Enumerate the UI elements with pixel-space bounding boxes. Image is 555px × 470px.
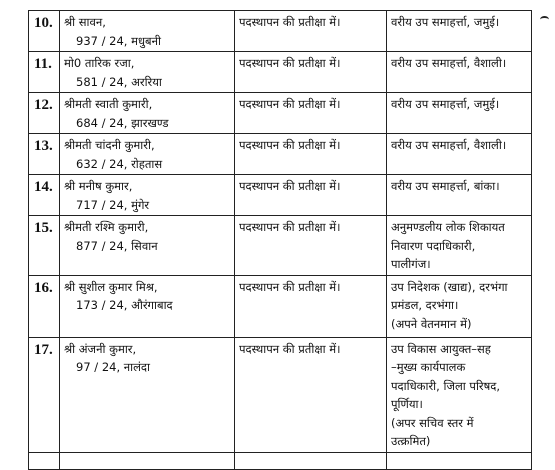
table-row xyxy=(29,216,532,276)
new-posting-cell xyxy=(387,275,532,337)
current-status: पदस्थापन की प्रतीक्षा में। xyxy=(235,52,387,93)
officer-cell xyxy=(60,175,235,216)
posting-line: पूर्णिया। xyxy=(391,397,423,411)
posting-line: वरीय उप समाहर्त्ता, वैशाली। xyxy=(391,138,507,152)
officer-reference: 581 / 24, अररिया xyxy=(76,74,162,89)
serial-number: 13. xyxy=(29,134,60,175)
posting-line: (अपर सचिव स्तर में xyxy=(391,415,474,430)
current-status: पदस्थापन की प्रतीक्षा में। xyxy=(235,275,387,337)
serial-number: 17. xyxy=(29,337,60,452)
posting-line: उत्क्रमित) xyxy=(391,434,431,448)
current-status: पदस्थापन की प्रतीक्षा में। xyxy=(235,175,387,216)
current-status: पदस्थापन की प्रतीक्षा में। xyxy=(235,337,387,452)
officer-name: श्री अंजनी कुमार, xyxy=(64,341,137,356)
cut-off-cell xyxy=(387,452,532,469)
table-body xyxy=(29,11,532,470)
serial-number: 14. xyxy=(29,175,60,216)
officer-reference: 632 / 24, रोहतास xyxy=(76,156,163,171)
current-status: पदस्थापन की प्रतीक्षा में। xyxy=(235,93,387,134)
posting-line: (अपने वेतनमान में) xyxy=(391,316,472,331)
table-row xyxy=(29,93,532,134)
current-status: पदस्थापन की प्रतीक्षा में। xyxy=(235,216,387,276)
posting-line: उप विकास आयुक्त–सह xyxy=(391,341,491,356)
posting-line: प्रमंडल, दरभंगा। xyxy=(391,298,459,312)
officer-cell xyxy=(60,11,235,52)
new-posting-cell xyxy=(387,337,532,452)
officer-cell xyxy=(60,52,235,93)
officer-reference: 937 / 24, मधुबनी xyxy=(76,33,161,48)
officer-cell xyxy=(60,134,235,175)
posting-line: अनुमण्डलीय लोक शिकायत xyxy=(391,220,505,234)
officer-name: श्रीमती रश्मि कुमारी, xyxy=(64,220,149,234)
officer-reference: 684 / 24, झारखण्ड xyxy=(76,115,169,130)
serial-number: 15. xyxy=(29,216,60,276)
cut-off-cell xyxy=(235,452,387,469)
table-row xyxy=(29,175,532,216)
officer-cell xyxy=(60,93,235,134)
posting-line: वरीय उप समाहर्त्ता, बांका। xyxy=(391,179,500,193)
current-status: पदस्थापन की प्रतीक्षा में। xyxy=(235,11,387,52)
posting-line: वरीय उप समाहर्त्ता, वैशाली। xyxy=(391,56,507,70)
table-row xyxy=(29,134,532,175)
serial-number: 16. xyxy=(29,275,60,337)
current-status: पदस्थापन की प्रतीक्षा में। xyxy=(235,134,387,175)
officer-cell xyxy=(60,216,235,276)
posting-line: वरीय उप समाहर्त्ता, जमुई। xyxy=(391,97,500,111)
officer-reference: 717 / 24, मुंगेर xyxy=(76,197,150,212)
officer-name: श्री सावन, xyxy=(64,15,106,29)
cut-off-cell xyxy=(60,452,235,469)
table-row xyxy=(29,52,532,93)
serial-number: 12. xyxy=(29,93,60,134)
officer-cell xyxy=(60,337,235,452)
posting-line: वरीय उप समाहर्त्ता, जमुई। xyxy=(391,15,500,29)
margin-mark xyxy=(540,16,549,23)
officer-reference: 97 / 24, नालंदा xyxy=(76,360,151,374)
officer-reference: 173 / 24, औरंगाबाद xyxy=(76,298,173,312)
officer-cell xyxy=(60,275,235,337)
officer-reference: 877 / 24, सिवान xyxy=(76,238,158,253)
table-row xyxy=(29,337,532,452)
new-posting-cell xyxy=(387,52,532,93)
new-posting-cell xyxy=(387,134,532,175)
table-row-cut-off xyxy=(29,452,532,469)
posting-line: –मुख्य कार्यपालक xyxy=(391,360,466,374)
posting-table xyxy=(28,10,532,470)
serial-number: 11. xyxy=(29,52,60,93)
table-row xyxy=(29,275,532,337)
officer-name: मो0 तारिक रजा, xyxy=(64,56,135,70)
new-posting-cell xyxy=(387,175,532,216)
table-row xyxy=(29,11,532,52)
posting-line: निवारण पदाधिकारी, xyxy=(391,238,476,253)
new-posting-cell xyxy=(387,216,532,276)
posting-line: पालीगंज। xyxy=(391,257,431,271)
cut-off-cell xyxy=(29,452,60,469)
officer-name: श्रीमती चांदनी कुमारी, xyxy=(64,138,155,152)
serial-number: 10. xyxy=(29,11,60,52)
new-posting-cell xyxy=(387,11,532,52)
posting-line: उप निदेशक (खाद्य), दरभंगा xyxy=(391,279,508,294)
posting-line: पदाधिकारी, जिला परिषद, xyxy=(391,378,501,393)
new-posting-cell xyxy=(387,93,532,134)
officer-name: श्री सुशील कुमार मिश्र, xyxy=(64,279,158,294)
officer-name: श्रीमती स्वाती कुमारी, xyxy=(64,97,153,111)
officer-name: श्री मनीष कुमार, xyxy=(64,179,133,193)
